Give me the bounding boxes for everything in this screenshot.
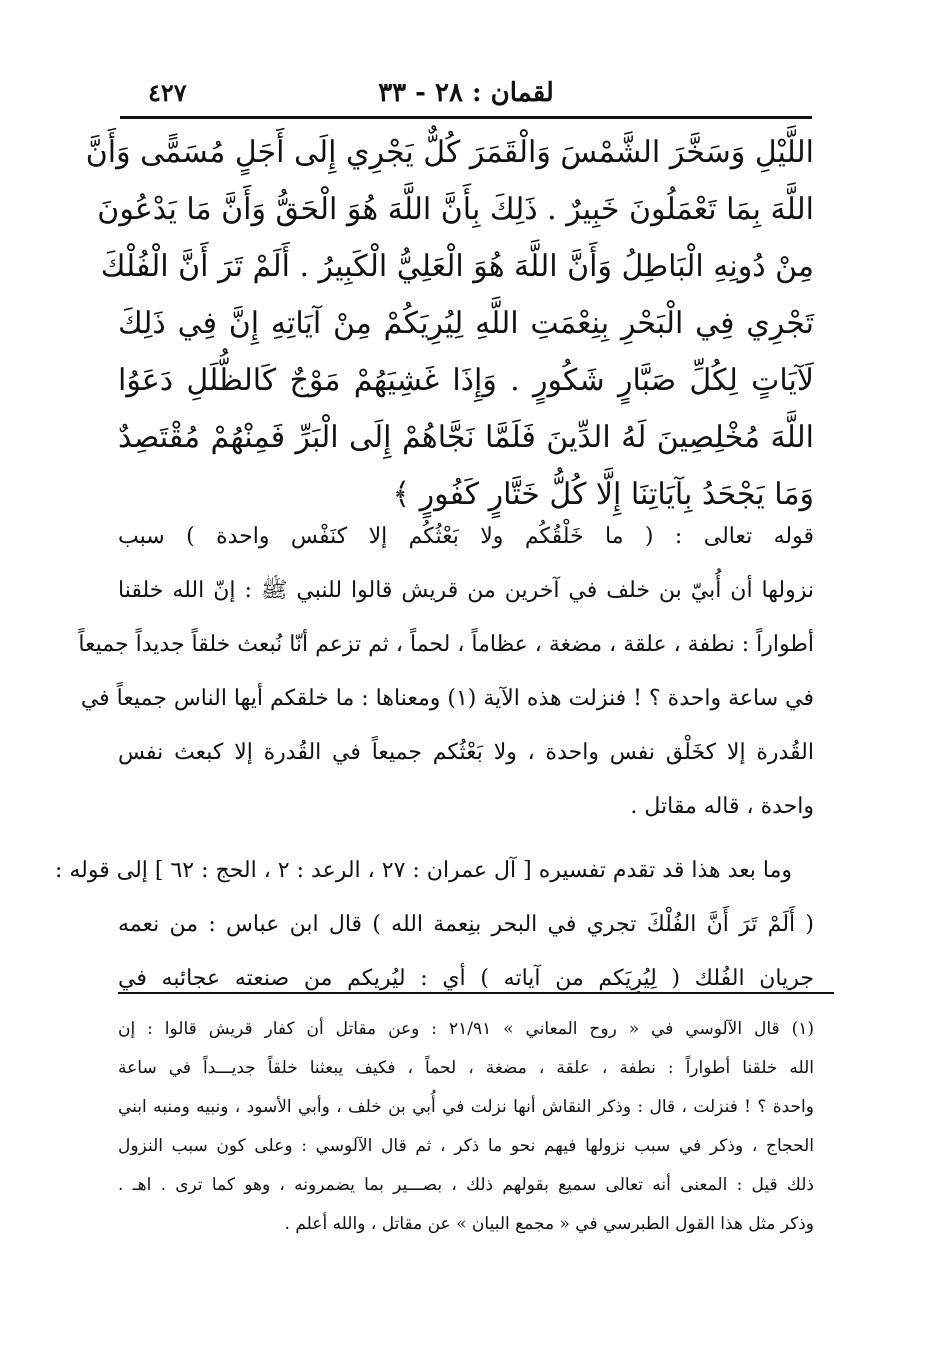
footnote-line: الحجاج ، وذكر في سبب نزولها فيهم نحو ما ذكر ، ثم قال الآلوسي : وعلى كون سبب النزول	[118, 1136, 814, 1156]
commentary-line: واحدة ، قاله مقاتل .	[630, 794, 814, 819]
commentary-line: أطواراً : نطفة ، علقة ، مضغة ، عظاماً ، لحماً ، ثم تزعم أنّا نُبعث خلقاً جديداً جميعاً	[78, 632, 814, 657]
commentary-line: قوله تعالى : ( ما خَلْقُكُم ولا بَعْثُكُم إلا كنَفْس واحدة ) سبب	[118, 524, 814, 549]
commentary-block	[54, 510, 814, 1006]
commentary-line: القُدرة إلا كخَلْق نفس واحدة ، ولا بَعْثُكم جميعاً في القُدرة إلا كبعث نفس	[118, 740, 814, 765]
commentary-line: نزولها أن أُبيّ بن خلف في آخرين من قريش قالوا للنبي ﷺ : إنّ الله خلقنا	[118, 578, 814, 603]
commentary-line: ( أَلَمْ تَرَ أَنَّ الفُلْكَ تجري في البحر بنِعمة الله ) قال ابن عباس : من نعمه	[118, 912, 814, 937]
footnote-line: ذلك قيل : المعنى أنه تعالى سميع بقولهم ذلك ، بصـــير بما يضمرونه ، وهو كما ترى . اهـ .	[118, 1175, 814, 1195]
quran-line: لَآيَاتٍ لِكُلِّ صَبَّارٍ شَكُورٍ . وَإِذَا غَشِيَهُمْ مَوْجٌ كَالظُّلَلِ دَعَوُا	[118, 363, 814, 398]
footnote-line: واحدة ؟ ! فنزلت ، قال : وذكر النقاش أنها نزلت في أُبي بن خلف ، وأبي الأسود ، ونبيه ومنبه ابني	[118, 1097, 814, 1117]
footnote-line: (١) قال الآلوسي في « روح المعاني » ٢١/٩١ : وعن مقاتل أن كفار قريش قالوا : إن	[118, 1019, 814, 1039]
quran-text-block	[85, 124, 814, 523]
footnote-divider	[118, 992, 834, 994]
footnote-line: وذكر مثل هذا القول الطبرسي في « مجمع البيان » عن مقاتل ، والله أعلم .	[284, 1214, 814, 1234]
quran-line: اللَّهَ بِمَا تَعْمَلُونَ خَبِيرٌ . ذَلِكَ بِأَنَّ اللَّهَ هُوَ الْحَقُّ وَأَنَّ مَا يَدْعُونَ	[97, 192, 814, 227]
commentary-paragraph	[54, 844, 814, 1006]
surah-verse-range: لقمان : ٢٨ - ٣٣	[378, 78, 554, 108]
commentary-paragraph	[78, 510, 814, 834]
quran-line: مِنْ دُونِهِ الْبَاطِلُ وَأَنَّ اللَّهَ هُوَ الْعَلِيُّ الْكَبِيرُ . أَلَمْ تَرَ أَنَّ الْفُلْكَ	[100, 249, 814, 284]
footnotes-block	[118, 1010, 814, 1244]
page-header	[120, 72, 812, 119]
quran-line: تَجْرِي فِي الْبَحْرِ بِنِعْمَتِ اللَّهِ لِيُرِيَكُمْ مِنْ آيَاتِهِ إِنَّ فِي ذَلِكَ	[118, 306, 814, 341]
commentary-line: وما بعد هذا قد تقدم تفسيره [ آل عمران : ٢٧ ، الرعد : ٢ ، الحج : ٦٢ ] إلى قوله :	[54, 858, 792, 883]
footnote-line: الله خلقنا أطواراً : نطفة ، علقة ، مضغة ، لحماً ، فكيف يبعثنا خلقاً جديـــداً في ساعة	[118, 1058, 814, 1078]
quran-line: اللَّهَ مُخْلِصِينَ لَهُ الدِّينَ فَلَمَّا نَجَّاهُمْ إِلَى الْبَرِّ فَمِنْهُمْ مُقْتَصِدٌ	[118, 420, 814, 455]
quran-line: وَمَا يَجْحَدُ بِآيَاتِنَا إِلَّا كُلُّ خَتَّارٍ كَفُورٍ ﴾	[392, 477, 814, 512]
quran-line: اللَّيْلِ وَسَخَّرَ الشَّمْسَ وَالْقَمَرَ كُلٌّ يَجْرِي إِلَى أَجَلٍ مُسَمًّى وَأَنَّ	[85, 135, 814, 170]
page-number: ٤٢٧	[148, 78, 187, 107]
paragraph-spacer	[118, 834, 814, 844]
commentary-line: جريان الفُلك ( لِيُرِيَكم من آياته ) أي : ليُريكم من صنعته عجائبه في	[118, 966, 814, 991]
commentary-line: في ساعة واحدة ؟ ! فنزلت هذه الآية (١) ومعناها : ما خلقكم أيها الناس جميعاً في	[80, 686, 814, 711]
